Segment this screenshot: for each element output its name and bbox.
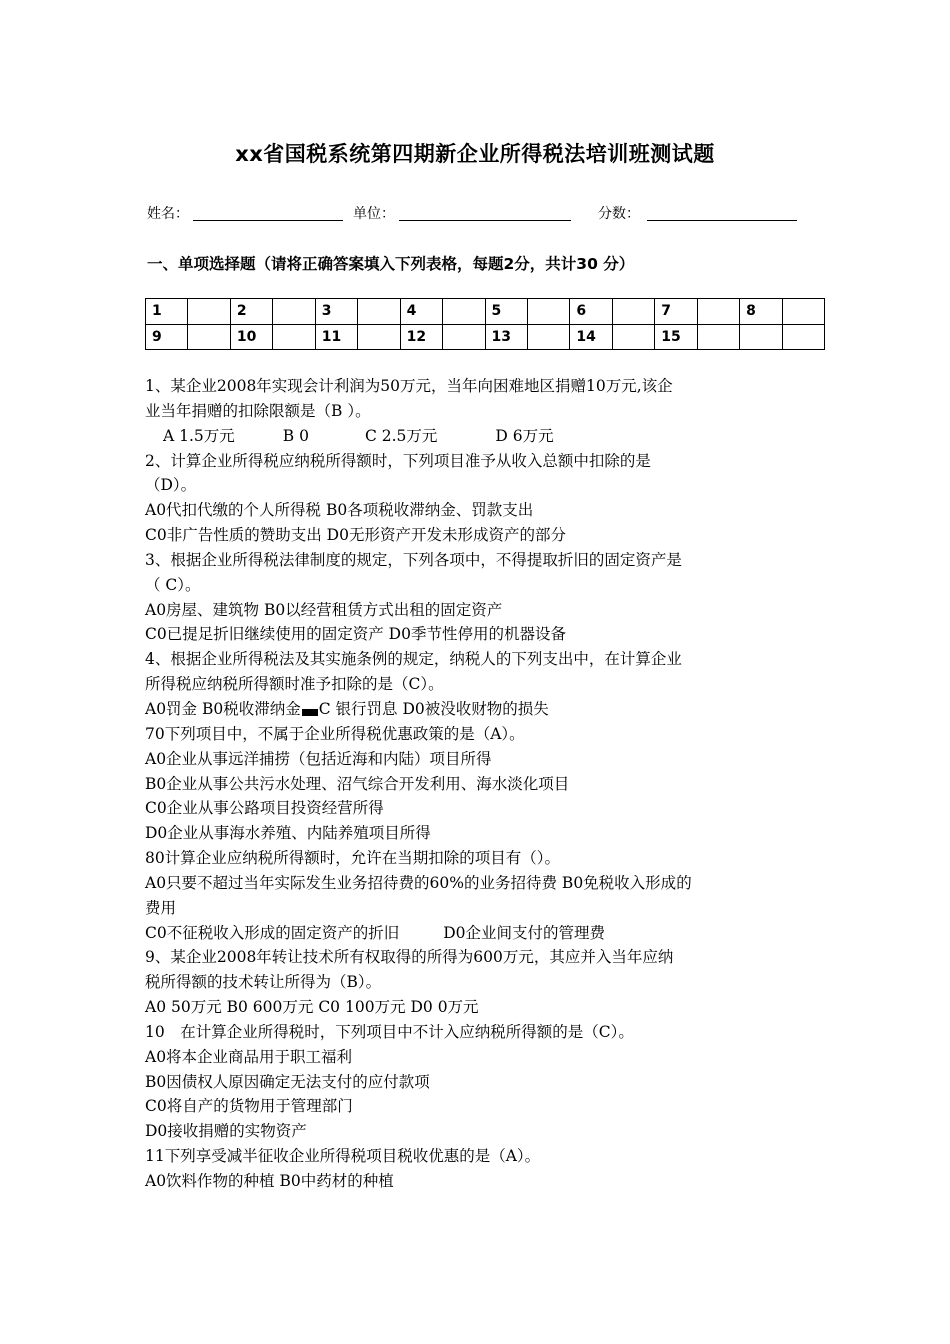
question-4-stem: 4、根据企业所得税法及其实施条例的规定，纳税人的下列支出中，在计算企业	[145, 650, 682, 669]
question-list	[145, 374, 835, 1194]
answer-cell[interactable]	[697, 299, 739, 325]
name-label: 姓名：	[147, 206, 189, 222]
question-7-option-c: C0企业从事公路项目投资经营所得	[145, 799, 384, 818]
answer-table-row	[146, 299, 825, 325]
option-a: A 1.5万元	[163, 426, 235, 445]
question-10-option-c: C0将自产的货物用于管理部门	[145, 1097, 353, 1116]
option-b: B 0	[282, 426, 309, 445]
question-7-stem: 70下列项目中，不属于企业所得税优惠政策的是（A）。	[145, 724, 525, 743]
question-10-option-a: A0将本企业商品用于职工福利	[145, 1047, 353, 1066]
question-3-options-ab: A0房屋、建筑物 B0以经营租赁方式出租的固定资产	[145, 600, 503, 619]
question-2-options-ab: A0代扣代缴的个人所得税 B0各项税收滞纳金、罚款支出	[145, 501, 534, 520]
question-number-cell: 14	[570, 324, 612, 350]
question-9-stem: 9、某企业2008年转让技术所有权取得的所得为600万元，其应并入当年应纳	[145, 948, 674, 967]
question-9-options: A0 50万元 B0 600万元 C0 100万元 D0 0万元	[145, 998, 479, 1017]
question-number-cell: 9	[146, 324, 188, 350]
question-number-cell: 7	[655, 299, 697, 325]
answer-cell[interactable]	[612, 324, 654, 350]
option-c: C 2.5万元	[364, 426, 438, 445]
question-number-cell: 12	[400, 324, 442, 350]
question-3-options-cd: C0已提足折旧继续使用的固定资产 D0季节性停用的机器设备	[145, 625, 566, 644]
question-number-cell: 2	[230, 299, 272, 325]
question-number-cell: 1	[146, 299, 188, 325]
question-11-options-ab: A0饮料作物的种植 B0中药材的种植	[145, 1172, 394, 1190]
answer-cell[interactable]	[612, 299, 654, 325]
question-7-option-a: A0企业从事远洋捕捞（包括近海和内陆）项目所得	[145, 749, 492, 768]
question-3-stem-cont: （ C）。	[145, 575, 201, 594]
answer-table-row	[146, 324, 825, 350]
ink-mark	[302, 709, 318, 716]
answer-cell[interactable]	[527, 299, 569, 325]
question-number-cell: 5	[485, 299, 527, 325]
question-8-options-cd	[145, 921, 835, 946]
option-d: D 6万元	[495, 426, 554, 445]
name-blank[interactable]	[193, 220, 343, 221]
student-info-row	[147, 203, 827, 227]
question-3-stem: 3、根据企业所得税法律制度的规定，下列各项中，不得提取折旧的固定资产是	[145, 550, 682, 569]
option-c: C0不征税收入形成的固定资产的折旧	[145, 923, 400, 942]
question-8-stem: 80计算企业应纳税所得额时，允许在当期扣除的项目有（）。	[145, 849, 560, 868]
question-7-option-d: D0企业从事海水养殖、内陆养殖项目所得	[145, 824, 431, 843]
question-2-stem-cont: （D）。	[145, 476, 197, 495]
section-heading: 一、单项选择题（请将正确答案填入下列表格，每题2分，共计30 分）	[147, 255, 635, 273]
unit-label: 单位：	[353, 206, 395, 222]
question-4-options-cd: C 银行罚息 D0被没收财物的损失	[318, 699, 549, 718]
answer-cell[interactable]	[358, 299, 400, 325]
question-9-stem-cont: 税所得额的技术转让所得为（B）。	[145, 973, 382, 992]
question-4-options-ab: A0罚金 B0税收滞纳金	[145, 699, 301, 718]
answer-cell[interactable]	[782, 299, 824, 325]
question-1-stem: 1、某企业2008年实现会计利润为50万元，当年向困难地区捐赠10万元,该企	[145, 377, 673, 395]
answer-table	[145, 298, 825, 350]
answer-cell[interactable]	[782, 324, 824, 350]
answer-cell[interactable]	[273, 324, 315, 350]
question-2-stem: 2、计算企业所得税应纳税所得额时，下列项目准予从收入总额中扣除的是	[145, 451, 651, 470]
question-11-stem: 11下列享受减半征收企业所得税项目税收优惠的是（A）。	[145, 1147, 541, 1166]
question-number-cell: 11	[315, 324, 357, 350]
question-10-option-b: B0因债权人原因确定无法支付的应付款项	[145, 1072, 430, 1091]
question-number-cell: 6	[570, 299, 612, 325]
question-7-option-b: B0企业从事公共污水处理、沼气综合开发利用、海水淡化项目	[145, 774, 570, 793]
question-2-options-cd: C0非广告性质的赞助支出 D0无形资产开发未形成资产的部分	[145, 526, 566, 545]
question-10-option-d: D0接收捐赠的实物资产	[145, 1122, 307, 1141]
question-number-cell: 13	[485, 324, 527, 350]
unit-blank[interactable]	[399, 220, 571, 221]
option-d: D0企业间支付的管理费	[443, 923, 606, 942]
answer-cell[interactable]	[527, 324, 569, 350]
score-blank[interactable]	[647, 220, 797, 221]
answer-cell[interactable]	[273, 299, 315, 325]
question-number-cell: 4	[400, 299, 442, 325]
score-label: 分数：	[598, 206, 640, 222]
answer-cell[interactable]	[443, 324, 485, 350]
answer-cell[interactable]	[697, 324, 739, 350]
question-8-options-ab-cont: 费用	[145, 898, 177, 917]
answer-cell[interactable]	[188, 324, 230, 350]
question-number-cell: 10	[230, 324, 272, 350]
question-number-cell	[740, 324, 782, 350]
answer-cell[interactable]	[443, 299, 485, 325]
question-4-options	[145, 697, 835, 722]
answer-cell[interactable]	[358, 324, 400, 350]
question-8-options-ab: A0只要不超过当年实际发生业务招待费的60%的业务招待费 B0免税收入形成的	[145, 873, 692, 892]
question-10-stem: 10 在计算企业所得税时，下列项目中不计入应纳税所得额的是（C）。	[145, 1022, 634, 1041]
question-number-cell: 15	[655, 324, 697, 350]
question-1-options	[145, 424, 835, 449]
question-1-stem-cont: 业当年捐赠的扣除限额是（B ）。	[145, 401, 371, 420]
question-4-stem-cont: 所得税应纳税所得额时准予扣除的是（C）。	[145, 675, 444, 694]
exam-title: xx省国税系统第四期新企业所得税法培训班测试题	[235, 142, 715, 166]
question-number-cell: 3	[315, 299, 357, 325]
question-number-cell: 8	[740, 299, 782, 325]
answer-cell[interactable]	[188, 299, 230, 325]
